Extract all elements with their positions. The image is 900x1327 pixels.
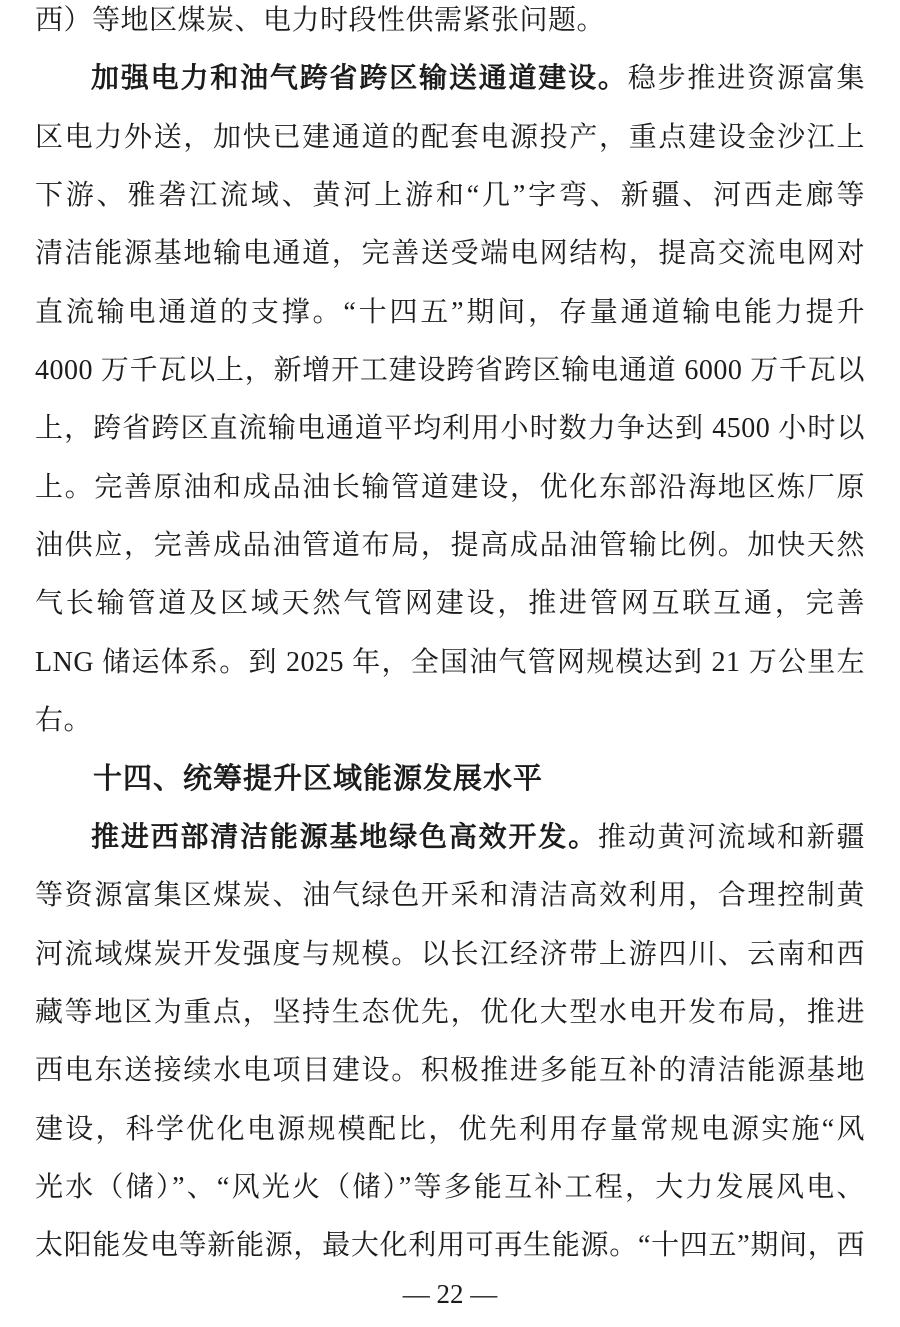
text-line: [35, 1217, 865, 1275]
text-line: [35, 459, 865, 517]
text-line: [35, 50, 865, 108]
line-text: LNG 储运体系。到 2025 年，全国油气管网规模达到 21 万公里左: [35, 646, 865, 678]
text-line: [35, 342, 865, 400]
line-text: 建设，科学优化电源规模配比，优先利用存量常规电源实施“风: [35, 1113, 865, 1145]
line-text: 清洁能源基地输电通道，完善送受端电网结构，提高交流电网对: [35, 238, 865, 270]
text-line: [35, 225, 865, 283]
line-text: 光水（储）”、“风光火（储）”等多能互补工程，大力发展风电、: [35, 1171, 865, 1203]
line-text: 上，跨省跨区直流输电通道平均利用小时数力争达到 4500 小时以: [35, 413, 865, 445]
text-line: [35, 575, 865, 633]
text-line: [35, 1042, 865, 1100]
line-text: 西）等地区煤炭、电力时段性供需紧张问题。: [35, 5, 606, 36]
page-number: — 22 —: [402, 1279, 498, 1309]
text-line: [35, 109, 865, 167]
line-text: 油供应，完善成品油管道布局，提高成品油管输比例。加快天然: [35, 530, 865, 562]
text-line: [35, 0, 865, 50]
line-text: 河流域煤炭开发强度与规模。以长江经济带上游四川、云南和西: [35, 938, 865, 970]
text-line: [35, 984, 865, 1042]
bold-lead-text: 推进西部清洁能源基地绿色高效开发。: [91, 821, 598, 853]
text-line: [35, 926, 865, 984]
line-text: 下游、雅砻江流域、黄河上游和“几”字弯、新疆、河西走廊等: [35, 180, 865, 212]
text-line: [35, 634, 865, 692]
text-line: [35, 1159, 865, 1217]
section-heading: [35, 750, 865, 808]
bold-lead-text: 加强电力和油气跨省跨区输送通道建设。: [91, 63, 628, 95]
text-lines: [35, 0, 865, 1276]
line-text: 太阳能发电等新能源，最大化利用可再生能源。“十四五”期间，西: [35, 1230, 865, 1262]
line-text: 十四、统筹提升区域能源发展水平: [93, 763, 544, 796]
text-line: [35, 809, 865, 867]
line-text: 右。: [35, 705, 93, 737]
line-text: 直流输电通道的支撑。“十四五”期间，存量通道输电能力提升: [35, 296, 865, 328]
line-text: 气长输管道及区域天然气管网建设，推进管网互联互通，完善: [35, 588, 865, 620]
text-line: [35, 867, 865, 925]
line-text: 推动黄河流域和新疆: [597, 821, 865, 853]
line-text: 等资源富集区煤炭、油气绿色开采和清洁高效利用，合理控制黄: [35, 880, 865, 912]
text-line: [35, 517, 865, 575]
line-text: 藏等地区为重点，坚持生态优先，优化大型水电开发布局，推进: [35, 996, 865, 1028]
text-line: [35, 692, 865, 750]
text-line: [35, 167, 865, 225]
line-text: 西电东送接续水电项目建设。积极推进多能互补的清洁能源基地: [35, 1055, 865, 1087]
line-text: 区电力外送，加快已建通道的配套电源投产，重点建设金沙江上: [35, 121, 865, 153]
text-line: [35, 1101, 865, 1159]
text-line: [35, 400, 865, 458]
line-text: 稳步推进资源富集: [627, 63, 865, 95]
line-text: 上。完善原油和成品油长输管道建设，优化东部沿海地区炼厂原: [35, 471, 865, 503]
text-line: [35, 284, 865, 342]
line-text: 4000 万千瓦以上，新增开工建设跨省跨区输电通道 6000 万千瓦以: [35, 355, 865, 387]
